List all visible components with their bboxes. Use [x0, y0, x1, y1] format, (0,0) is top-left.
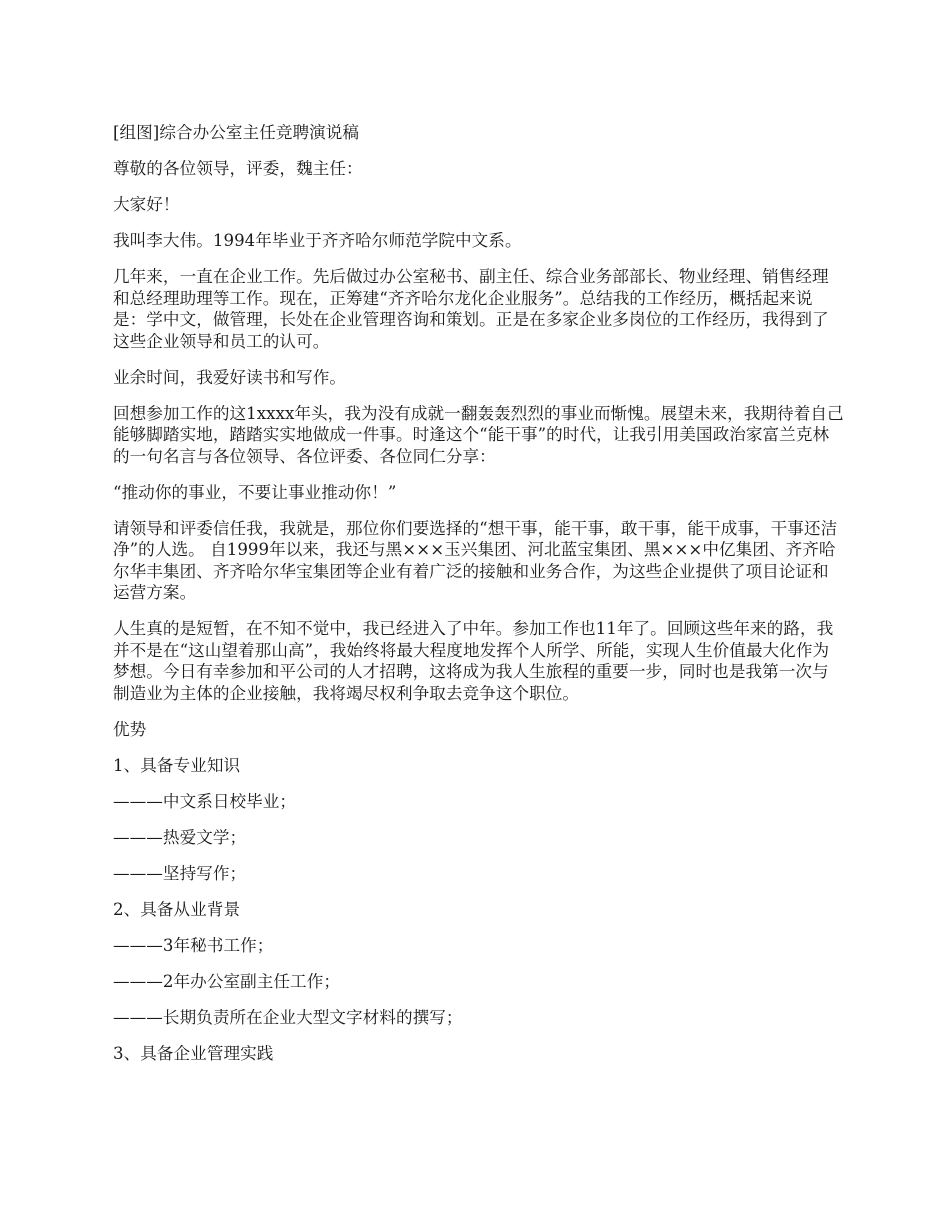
- list-item: ———长期负责所在企业大型文字材料的撰写；: [113, 1007, 463, 1027]
- life-paragraph: 人生真的是短暂，在不知不觉中，我已经进入了中年。参加工作也11年了。回顾这些年来的路，我并不是在“这山望着那山高”，我始终将最大程度地发挥个人所学、所能，实现人生价值最大化作为梦想。今日有幸参加和平公司的人才招聘，这将成为我人生旅程的重要一步，同时也是我第一次与制造业为主体的企业接触，我将竭尽权利争取去竞争这个职位。: [113, 619, 834, 703]
- list-item: ———2年办公室副主任工作；: [113, 971, 340, 991]
- list-heading-background: 2、具备从业背景: [113, 899, 241, 919]
- list-heading-knowledge: 1、具备专业知识: [113, 755, 241, 775]
- trust-paragraph: 请领导和评委信任我，我就是，那位你们要选择的“想干事，能干事，敢干事，能干成事，干事还洁净”的人选。 自1999年以来，我还与黑×××玉兴集团、河北蓝宝集团、黑×××中亿集团、齐齐哈尔华丰集团、齐齐哈尔华宝集团等企业有着广泛的接触和业务合作，为这些企业提供了项目论证和运营方案。: [113, 518, 838, 602]
- reflection-paragraph: 回想参加工作的这1xxxx年头，我为没有成就一翻轰轰烈烈的事业而惭愧。展望未来，我期待着自己能够脚踏实地，踏踏实实地做成一件事。时逢这个“能干事”的时代，让我引用美国政治家富兰克林的一句名言与各位领导、各位评委、各位同仁分享：: [113, 403, 844, 466]
- greeting: 尊敬的各位领导，评委，魏主任：: [113, 159, 363, 178]
- list-item: ———3年秘书工作；: [113, 935, 274, 955]
- list-heading-management: 3、具备企业管理实践: [113, 1043, 274, 1063]
- quote-paragraph: “推动你的事业，不要让事业推动你！”: [113, 482, 397, 502]
- document-title: [组图]综合办公室主任竞聘演说稿: [113, 123, 360, 142]
- hobbies-paragraph: 业余时间，我爱好读书和写作。: [113, 367, 347, 387]
- work-experience-paragraph: 几年来，一直在企业工作。先后做过办公室秘书、副主任、综合业务部部长、物业经理、销售经理和总经理助理等工作。现在，正筹建“齐齐哈尔龙化企业服务”。总结我的工作经历，概括起来说是：学中文，做管理，长处在企业管理咨询和策划。正是在多家企业多岗位的工作经历，我得到了这些企业领导和员工的认可。: [113, 267, 829, 351]
- self-introduction: 我叫李大伟。1994年毕业于齐齐哈尔师范学院中文系。: [113, 231, 522, 250]
- document-body: [113, 122, 845, 1079]
- list-item: ———坚持写作；: [113, 863, 247, 883]
- salutation: 大家好！: [113, 195, 180, 214]
- list-item: ———热爱文学；: [113, 827, 247, 847]
- section-heading-advantages: 优势: [113, 719, 147, 739]
- list-item: ———中文系日校毕业；: [113, 791, 297, 811]
